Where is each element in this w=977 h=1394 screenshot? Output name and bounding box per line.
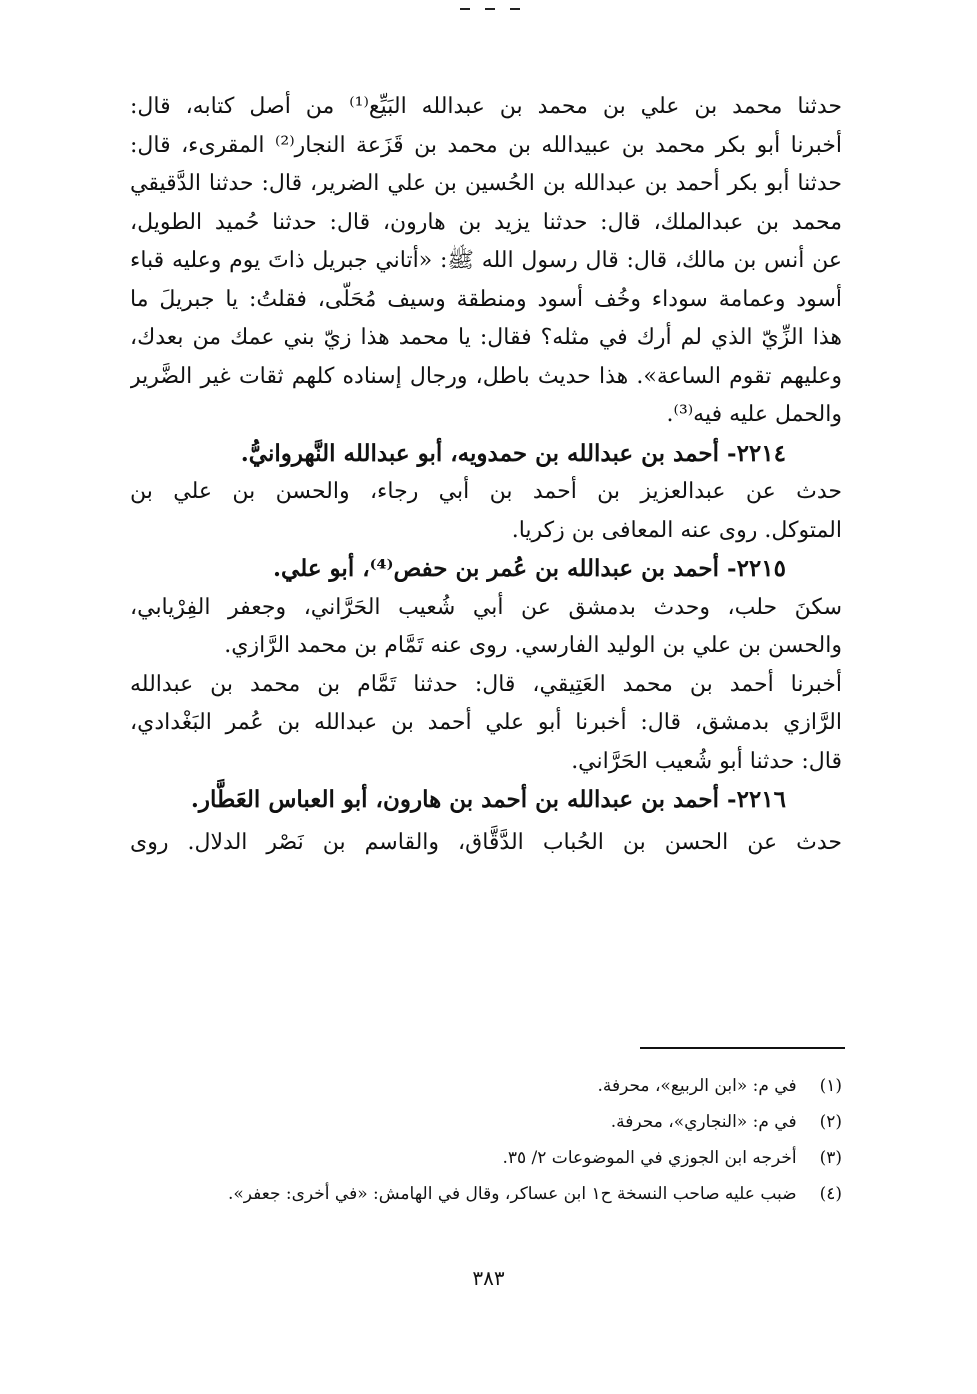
entry-2215-line: والحسن بن علي بن الوليد الفارسي. روى عنه تَمَّام بن محمد الرَّازي.	[224, 633, 842, 658]
page-body	[130, 88, 842, 862]
footnote-number: (١)	[819, 1076, 842, 1096]
footnote-number: (٢)	[819, 1112, 842, 1132]
body-line: حدثنا أبو بكر أحمد بن عبدالله بن الحُسين بن علي الضرير، قال: حدثنا الدَّقيقي	[130, 171, 842, 196]
footnote-separator	[640, 1047, 845, 1049]
entry-2216-line: حدث عن الحسن بن الحُباب الدَّقَّاق، والقاسم بن نَصْر الدلال. روى	[130, 829, 842, 855]
footnote-text: في م: «النجاري»، محرفة.	[610, 1112, 797, 1132]
footnote	[140, 1104, 842, 1140]
body-line: أسود وعمامة سوداء وخُف أسود ومنطقة وسيف مُحَلّى، فقلتُ: يا جبريلَ ما	[130, 286, 842, 312]
body-line: والحمل عليه فيه⁽³⁾.	[666, 402, 842, 427]
footnote-text: ضبب عليه صاحب النسخة ح١ ابن عساكر، وقال في الهامش: «في أخرى: جعفر».	[227, 1184, 797, 1204]
body-line: هذا الزِّيّ الذي لم أرك في مثله؟ فقال: يا محمد هذا زيّ بني عمك من بعدك،	[130, 325, 842, 350]
footnote-number: (٤)	[819, 1184, 842, 1204]
entry-2215-line: الرَّازي بدمشق، قال: أخبرنا أبو علي أحمد بن عبدالله بن عُمر البَغْدادي،	[130, 710, 842, 735]
entry-heading-2216: ٢٢١٦- أحمد بن عبدالله بن أحمد بن هارون، أبو العباس العَطَّار.	[190, 786, 786, 813]
body-line: وعليهم تقوم الساعة». هذا حديث باطل، ورجال إسناده كلهم ثقات غير الضَّرير	[130, 363, 842, 389]
body-line: عن أنس بن مالك، قال: قال رسول الله ﷺ: «أتاني جبريل ذاتَ يوم وعليه قباء	[130, 248, 842, 273]
footnote	[140, 1068, 842, 1104]
entry-2215-line: أخبرنا أحمد بن محمد العَتِيقي، قال: حدثنا تَمَّام بن محمد بن عبدالله	[130, 671, 842, 697]
footnote-text: أخرجه ابن الجوزي في الموضوعات ٢/ ٣٥.	[502, 1148, 797, 1168]
footnote	[140, 1140, 842, 1176]
entry-2215-line: قال: حدثنا أبو شُعيب الحَرَّاني.	[571, 748, 842, 774]
body-line: أخبرنا أبو بكر محمد بن عبيدالله بن محمد بن قَزَعة النجار⁽²⁾ المقرىء، قال:	[130, 132, 842, 158]
top-crop-mark	[460, 4, 520, 14]
entry-2214-line: حدث عن عبدالعزيز بن أحمد بن أبي رجاء، والحسن بن علي بن	[130, 479, 842, 504]
body-line: محمد بن عبدالملك، قال: حدثنا يزيد بن هارون، قال: حدثنا حُميد الطويل،	[130, 209, 842, 235]
footnote	[140, 1176, 842, 1212]
entry-heading-2214: ٢٢١٤- أحمد بن عبدالله بن حمدويه، أبو عبدالله النَّهروانيُّ.	[240, 439, 786, 467]
entry-2215-line: سكنَ حلب، وحدث بدمشق عن أبي شُعيب الحَرَّاني، وجعفر الفِرْيابي،	[130, 594, 842, 620]
body-line: حدثنا محمد بن علي بن محمد بن عبدالله البَيِّع⁽¹⁾ من أصل كتابه، قال:	[130, 94, 842, 119]
footnote-text: في م: «ابن الربيع»، محرفة.	[597, 1076, 797, 1096]
footnote-number: (٣)	[819, 1148, 842, 1168]
entry-2214-line: المتوكل. روى عنه المعافى بن زكريا.	[511, 517, 842, 543]
entry-heading-2215: ٢٢١٥- أحمد بن عبدالله بن عُمر بن حفص⁽⁴⁾، أبو علي.	[273, 555, 786, 582]
footnotes	[140, 1068, 842, 1212]
page-number: ٣٨٣	[472, 1266, 505, 1290]
